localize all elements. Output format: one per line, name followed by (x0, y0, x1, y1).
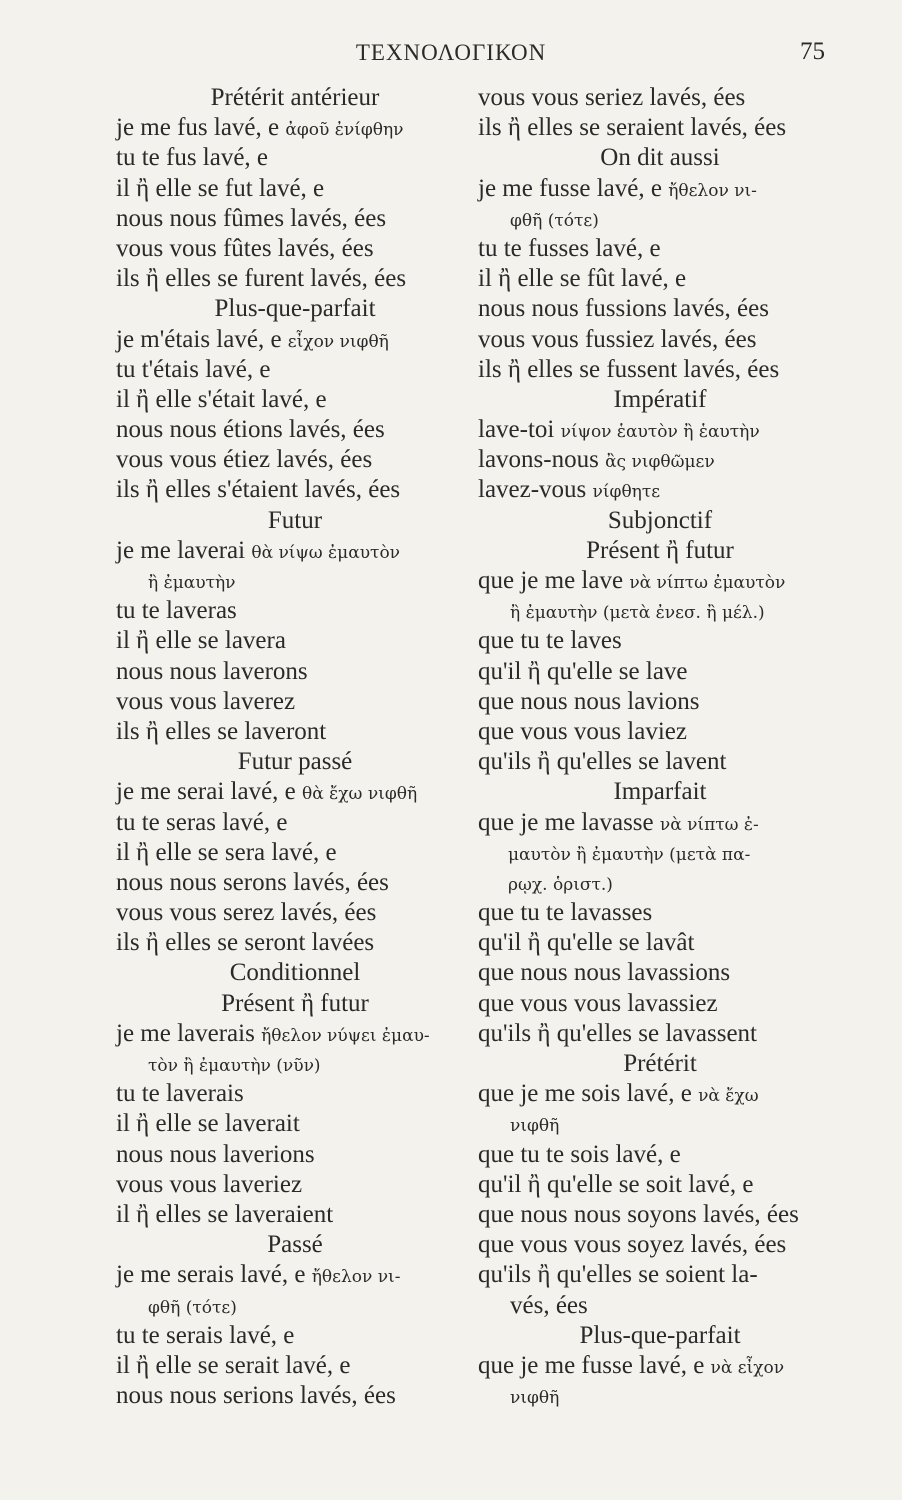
greek-translation: νὰ εἶχον (710, 1357, 785, 1378)
conjugation-line (116, 234, 474, 264)
conjugation-line (116, 264, 474, 294)
french-text: vous vous étiez lavés, ées (116, 446, 373, 474)
conjugation-line (478, 898, 842, 928)
conjugation-line (478, 445, 842, 475)
french-text: qu'ils ἢ qu'elles se lavent (478, 748, 727, 776)
section-heading (478, 1321, 842, 1351)
right-column (478, 83, 842, 1411)
conjugation-line (478, 1230, 842, 1260)
conjugation-line (116, 174, 474, 204)
section-heading (478, 777, 842, 807)
french-text: je me fusse lavé, e (478, 174, 669, 202)
french-text: que je me lave (478, 567, 630, 594)
french-text: que je me lavasse (478, 808, 660, 836)
french-text: nous nous laverions (116, 1140, 315, 1168)
french-text: lavons-nous (478, 446, 606, 474)
conjugation-line (478, 626, 842, 656)
conjugation-line (478, 596, 842, 626)
conjugation-line (478, 687, 842, 717)
section-heading (478, 536, 842, 566)
french-text: ils ἢ elles se seraient lavés, ées (478, 114, 787, 142)
conjugation-line (478, 1109, 842, 1139)
french-text: vous vous seriez lavés, ées (478, 84, 746, 111)
conjugation-line (116, 1321, 474, 1351)
conjugation-line (116, 143, 474, 173)
conjugation-line (116, 566, 474, 596)
conjugation-line (478, 838, 842, 868)
conjugation-line (478, 234, 842, 264)
french-text: vous vous laveriez (116, 1170, 303, 1198)
conjugation-line (478, 747, 842, 777)
conjugation-line (116, 1019, 474, 1049)
french-text: Plus-que-parfait (214, 295, 376, 323)
conjugation-line (478, 808, 842, 838)
french-text: que je me sois lavé, e (478, 1080, 699, 1108)
page-number: 75 (800, 38, 825, 65)
french-text: je me laverai (116, 536, 252, 564)
french-text: je me serai lavé, e (116, 778, 303, 806)
greek-translation: φθῆ (τότε) (148, 1297, 237, 1318)
french-text: que nous nous soyons lavés, ées (478, 1200, 799, 1228)
french-text: qu'il ἢ qu'elle se lave (478, 657, 688, 685)
french-text: que tu te sois lavé, e (478, 1140, 681, 1168)
french-text: vous vous fûtes lavés, ées (116, 234, 374, 262)
greek-translation: τὸν ἢ ἐμαυτὴν (νῦν) (148, 1056, 321, 1076)
conjugation-line (116, 445, 474, 475)
conjugation-line (478, 1019, 842, 1049)
french-text: Conditionnel (229, 959, 361, 987)
french-text: qu'ils ἢ qu'elles se soient la- (478, 1261, 758, 1289)
conjugation-line (116, 717, 474, 747)
greek-translation: εἶχον νιφθῆ (287, 331, 389, 352)
french-text: tu t'étais lavé, e (116, 355, 271, 383)
greek-translation: ἢ ἐμαυτὴν (μετὰ ἐνεσ. ἢ μέλ.) (510, 603, 765, 624)
conjugation-line (478, 294, 842, 324)
french-text: que vous vous soyez lavés, ées (478, 1231, 787, 1259)
greek-translation: ρῳχ. ὁριστ.) (508, 874, 613, 895)
french-text: qu'il ἢ qu'elle se lavât (478, 929, 695, 957)
greek-translation: ἢ ἐμαυτὴν (148, 573, 236, 593)
french-text: vous vous laverez (116, 687, 296, 715)
french-text: Présent ἢ futur (221, 989, 369, 1017)
section-heading (116, 506, 474, 536)
french-text: que vous vous lavassiez (478, 989, 718, 1017)
conjugation-line (116, 355, 474, 385)
french-text: ils ἢ elles se laveront (116, 717, 327, 745)
french-text: je me fus lavé, e (116, 114, 286, 142)
french-text: il ἢ elle se sera lavé, e (116, 838, 337, 866)
conjugation-line (478, 325, 842, 355)
conjugation-line (478, 657, 842, 687)
french-text: que nous nous lavions (478, 687, 700, 715)
french-text: tu te seras lavé, e (116, 808, 288, 836)
french-text: tu te fus lavé, e (116, 144, 269, 172)
conjugation-line (116, 1170, 474, 1200)
conjugation-line (478, 1260, 842, 1290)
section-heading (478, 1049, 842, 1079)
french-text: On dit aussi (600, 144, 720, 172)
conjugation-line (116, 808, 474, 838)
conjugation-line (116, 1381, 474, 1411)
greek-translation: μαυτὸν ἢ ἐμαυτὴν (μετὰ πα- (508, 844, 751, 865)
section-heading (478, 385, 842, 415)
french-text: il ἢ elle se fût lavé, e (478, 265, 687, 293)
french-text: il ἢ elle se fut lavé, e (116, 174, 325, 202)
greek-translation: ἤθελον νι- (668, 180, 757, 201)
conjugation-line (478, 868, 842, 898)
conjugation-line (478, 174, 842, 204)
greek-translation: θὰ ἔχω νιφθῆ (302, 784, 418, 805)
greek-translation: φθῆ (τότε) (510, 210, 599, 231)
french-text: nous nous serons lavés, ées (116, 868, 389, 896)
french-text: nous nous étions lavés, ées (116, 416, 385, 444)
french-text: Passé (267, 1231, 323, 1259)
section-heading (478, 506, 842, 536)
french-text: ils ἢ elles se seront lavées (116, 929, 375, 957)
french-text: vés, ées (510, 1291, 588, 1319)
conjugation-line (478, 1140, 842, 1170)
french-text: tu te laverais (116, 1080, 244, 1108)
french-text: Plus-que-parfait (579, 1321, 741, 1349)
section-heading (116, 989, 474, 1019)
conjugation-line (478, 958, 842, 988)
greek-translation: νὰ νίπτω ἐ- (659, 814, 759, 835)
french-text: il ἢ elle se laverait (116, 1110, 300, 1138)
french-text: nous nous fûmes lavés, ées (116, 204, 387, 232)
section-heading (116, 294, 474, 324)
conjugation-line (478, 475, 842, 505)
conjugation-line (116, 113, 474, 143)
conjugation-line (478, 717, 842, 747)
section-heading (478, 143, 842, 173)
conjugation-line (478, 928, 842, 958)
conjugation-line (116, 1291, 474, 1321)
french-text: que tu te laves (478, 627, 622, 655)
greek-translation: νὰ νίπτω ἐμαυτὸν (629, 573, 786, 593)
conjugation-line (478, 566, 842, 596)
french-text: Prétérit (623, 1050, 697, 1077)
greek-translation: νιφθῆ (510, 1388, 560, 1409)
conjugation-line (478, 415, 842, 445)
greek-translation: θὰ νίψω ἐμαυτὸν (251, 542, 401, 563)
french-text: vous vous fussiez lavés, ées (478, 325, 757, 353)
conjugation-line (478, 1200, 842, 1230)
french-text: je m'étais lavé, e (116, 325, 288, 353)
french-text: il ἢ elle s'était lavé, e (116, 385, 327, 413)
conjugation-line (478, 1170, 842, 1200)
greek-translation: ἀφοῦ ἐνίφθην (285, 120, 404, 141)
french-text: nous nous serions lavés, ées (116, 1382, 396, 1410)
french-text: nous nous laverons (116, 657, 308, 685)
french-text: que je me fusse lavé, e (478, 1351, 711, 1379)
greek-translation: νίφθητε (592, 482, 661, 503)
conjugation-line (116, 385, 474, 415)
conjugation-line (478, 355, 842, 385)
conjugation-line (116, 687, 474, 717)
french-text: qu'il ἢ qu'elle se soit lavé, e (478, 1170, 754, 1198)
french-text: ils ἢ elles s'étaient lavés, ées (116, 476, 401, 504)
french-text: Impératif (613, 385, 707, 413)
french-text: Prétérit antérieur (210, 84, 380, 111)
conjugation-line (116, 1049, 474, 1079)
conjugation-line (478, 113, 842, 143)
conjugation-line (478, 204, 842, 234)
french-text: que tu te lavasses (478, 899, 653, 927)
conjugation-line (116, 475, 474, 505)
conjugation-line (116, 838, 474, 868)
conjugation-line (116, 1109, 474, 1139)
conjugation-line (478, 264, 842, 294)
french-text: tu te serais lavé, e (116, 1321, 295, 1349)
french-text: tu te fusses lavé, e (478, 234, 661, 262)
french-text: Futur passé (237, 748, 353, 776)
conjugation-line (478, 1351, 842, 1381)
conjugation-line (116, 415, 474, 445)
section-heading (116, 958, 474, 988)
conjugation-line (116, 657, 474, 687)
french-text: je me serais lavé, e (116, 1261, 312, 1289)
french-text: Présent ἢ futur (586, 536, 734, 564)
french-text: il ἢ elle se serait lavé, e (116, 1351, 351, 1379)
french-text: qu'ils ἢ qu'elles se lavassent (478, 1019, 757, 1047)
conjugation-line (116, 1200, 474, 1230)
french-text: Futur (267, 506, 323, 534)
french-text: je me laverais (116, 1019, 262, 1047)
running-header-title: ΤΕΧΝΟΛΟΓΙΚΟΝ (355, 40, 547, 65)
conjugation-line (478, 989, 842, 1019)
french-text: ils ἢ elles se fussent lavés, ées (478, 355, 780, 383)
greek-translation: νὰ ἔχω (698, 1086, 759, 1107)
greek-translation: ἤθελον νύψει ἐμαυ- (261, 1025, 430, 1046)
french-text: il ἢ elle se lavera (116, 627, 286, 655)
conjugation-line (116, 626, 474, 656)
french-text: lave-toi (478, 416, 561, 444)
conjugation-line (116, 325, 474, 355)
greek-translation: νίψον ἑαυτὸν ἢ ἑαυτὴν (560, 422, 760, 443)
french-text: lavez-vous (478, 476, 593, 504)
left-column (116, 83, 474, 1411)
french-text: Imparfait (613, 778, 707, 806)
conjugation-line (116, 204, 474, 234)
section-heading (116, 83, 474, 113)
french-text: il ἢ elles se laveraient (116, 1200, 334, 1228)
french-text: nous nous fussions lavés, ées (478, 295, 769, 323)
conjugation-line (116, 596, 474, 626)
greek-translation: ἂς νιφθῶμεν (605, 452, 715, 473)
french-text: tu te laveras (116, 597, 237, 625)
conjugation-line (116, 1351, 474, 1381)
greek-translation: ἤθελον νι- (311, 1267, 401, 1288)
french-text: Subjonctif (607, 506, 713, 534)
french-text: que nous nous lavassions (478, 959, 731, 987)
conjugation-line (116, 536, 474, 566)
french-text: que vous vous laviez (478, 717, 687, 745)
conjugation-line (116, 928, 474, 958)
conjugation-line (116, 898, 474, 928)
section-heading (116, 1230, 474, 1260)
conjugation-line (116, 868, 474, 898)
conjugation-line (116, 1079, 474, 1109)
greek-translation: νιφθῆ (510, 1116, 560, 1137)
conjugation-line (116, 777, 474, 807)
conjugation-line (478, 1079, 842, 1109)
conjugation-line (116, 1140, 474, 1170)
conjugation-line (478, 83, 842, 113)
conjugation-line (478, 1291, 842, 1321)
section-heading (116, 747, 474, 777)
conjugation-line (116, 1260, 474, 1290)
conjugation-line (478, 1381, 842, 1411)
french-text: vous vous serez lavés, ées (116, 899, 377, 927)
french-text: ils ἢ elles se furent lavés, ées (116, 265, 407, 293)
